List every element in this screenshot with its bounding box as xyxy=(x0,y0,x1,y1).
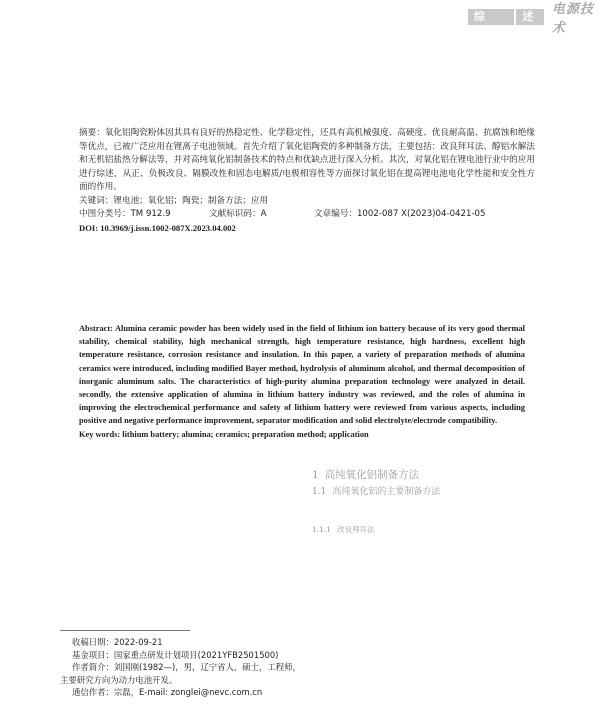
section-1-1-title: 高纯氧化铝的主要制备方法 xyxy=(332,487,441,497)
footnote-divider xyxy=(60,630,190,631)
en-abstract-label: Abstract: xyxy=(79,324,113,333)
en-abstract-text: Alumina ceramic powder has been widely used in the field of lithium ion battery because of its very good thermal stability, chemical stability, high mechanical strength, high temperature resistance, high hardness, excellent high temperature resistance, corrosion resistance and insulation. In this paper, a variety of preparation methods of alumina ceramics were introduced, including modified Bayer method, hydrolysis of aluminum alcohol, and thermal decomposition of inorganic aluminum salts. The characteristics of high-purity alumina preparation technology were analyzed in detail. secondly, the extensive application of alumina in lithium battery industry was reviewed, and the roles of alumina in improving the electrochemical performance and safety of lithium battery were reviewed from various aspects, including positive and negative performance improvement, separator modification and solid electrolyte/electrode compatibility. xyxy=(79,324,525,426)
cn-abstract-text: 氧化铝陶瓷粉体因其具有良好的热稳定性、化学稳定性，还具有高机械强度、高硬度、优良耐高温、抗腐蚀和绝缘等优点，已被广泛应用在锂离子电池领域。首先介绍了氧化铝陶瓷的多种制备方法，主要包括：改良拜耳法、醇铝水解法和无机铝盐热分解法等，并对高纯氧化铝制备技术的特点和优缺点进行深入分析。其次，对氧化铝在锂电池行业中的应用进行综述，从正、负极改良、隔膜改性和固态电解质/电极相容性等方面探讨氧化铝在提高锂电池电化学性能和安全性方面的作用。 xyxy=(79,128,535,192)
cn-abstract-label: 摘要： xyxy=(79,128,105,138)
section-1-1-1-title: 改良拜耳法 xyxy=(337,525,375,534)
english-abstract-block xyxy=(79,322,525,441)
section-1-1-heading xyxy=(312,484,440,497)
received-date: 收稿日期：2022-09-21 xyxy=(72,637,163,647)
cn-abstract xyxy=(79,127,535,195)
cn-keywords-label: 关键词： xyxy=(79,195,114,206)
section-1-1-number: 1.1 xyxy=(312,487,327,497)
article-number: 文章编号：1002-087 X(2023)04-0421-05 xyxy=(314,209,486,219)
class-number: 中图分类号：TM 912.9 xyxy=(79,209,171,219)
corresponding-author: 通信作者：宗磊，E-mail: zonglei@nevc.com.cn xyxy=(72,687,263,698)
fund-project: 基金项目：国家重点研发计划项目(2021YFB2501500) xyxy=(72,649,279,660)
footnote-block xyxy=(60,636,540,699)
cn-keywords xyxy=(79,195,535,209)
section-tag-2: 述 xyxy=(516,9,543,25)
chinese-abstract-block xyxy=(79,127,535,235)
section-1-title: 高纯氧化铝制备方法 xyxy=(324,469,420,481)
section-1-1-1-heading xyxy=(312,524,375,535)
en-abstract xyxy=(79,322,525,428)
section-1-heading xyxy=(312,467,419,482)
section-1-number: 1 xyxy=(312,469,319,481)
en-keywords xyxy=(79,428,525,441)
author-intro: 作者简介：刘国刚(1982—)，男，辽宁省人，硕士，工程师， xyxy=(72,662,301,673)
en-keywords-text: lithium battery; alumina; ceramics; preparation method; application xyxy=(122,429,369,439)
section-tag: 综 xyxy=(468,9,514,25)
en-keywords-label: Key words: xyxy=(79,429,121,439)
journal-header xyxy=(468,2,600,36)
author-research: 主要研究方向为动力电池开发。 xyxy=(60,674,178,685)
journal-name: 电源技术 xyxy=(551,2,594,36)
document-code: 文献标识码：A xyxy=(209,209,267,219)
doi: DOI: 10.3969/j.issn.1002-087X.2023.04.002 xyxy=(79,222,236,233)
section-1-1-1-number: 1.1.1 xyxy=(312,525,332,534)
cn-keywords-text: 锂电池；氧化铝；陶瓷；制备方法；应用 xyxy=(113,195,269,206)
cn-meta-row xyxy=(79,208,535,222)
